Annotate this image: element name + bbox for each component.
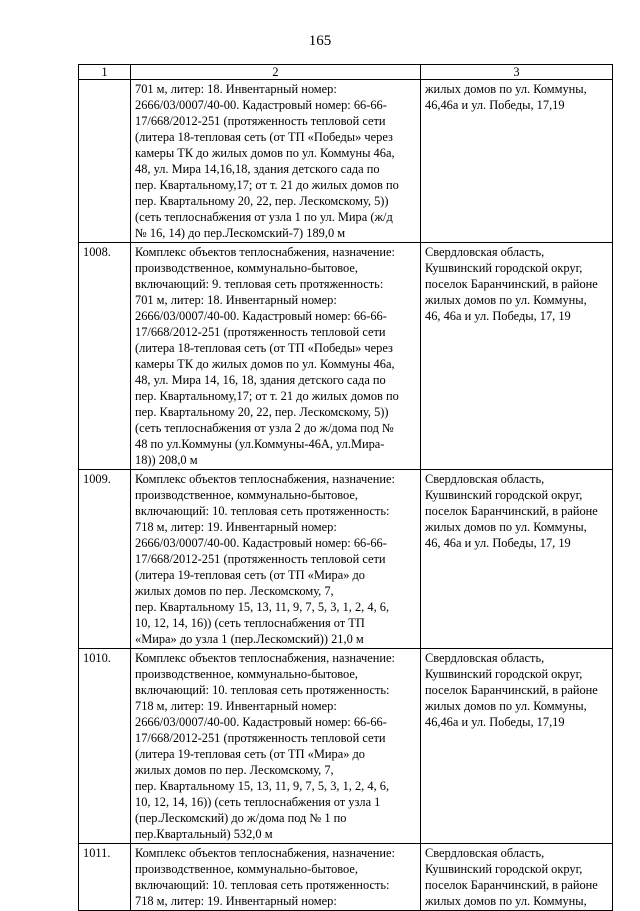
column-header: 1 [79, 65, 131, 80]
column-header: 2 [131, 65, 421, 80]
row-number: 1009. [79, 470, 131, 649]
row-number: 1008. [79, 243, 131, 470]
object-location: Свердловская область, Кушвинский городской округ, поселок Баранчинский, в районе жилых домов по ул. Коммуны, 46, 46а и ул. Победы, 17, 19 [421, 470, 613, 649]
object-description: Комплекс объектов теплоснабжения, назначение: производственное, коммунально-бытовое, включающий: 10. тепловая сеть протяженность: 718 м, литер: 19. Инвентарный номер: [131, 844, 421, 911]
table-row [79, 470, 613, 649]
table-row [79, 243, 613, 470]
object-description: Комплекс объектов теплоснабжения, назначение: производственное, коммунально-бытовое, включающий: 9. тепловая сеть протяженность: 701 м, литер: 18. Инвентарный номер: 2666/03/0007/40-00. Кадастровый номер: 66-66- 17/668/2012-251 (протяженность тепловой сети (литера 18-тепловая сеть (от ТП «Победы» через камеры ТК до жилых домов по ул. Коммуны 46а, 48, ул. Мира 14, 16, 18, здания детского сада по пер. Квартальному,17; от т. 21 до жилых домов по пер. Квартальному 20, 22, пер. Лескомскому, 5)) (сеть теплоснабжения от узла 2 до ж/дома под № 48 по ул.Коммуны (ул.Коммуны-46А, ул.Мира- 18)) 208,0 м [131, 243, 421, 470]
object-description: Комплекс объектов теплоснабжения, назначение: производственное, коммунально-бытовое, включающий: 10. тепловая сеть протяженность: 718 м, литер: 19. Инвентарный номер: 2666/03/0007/40-00. Кадастровый номер: 66-66- 17/668/2012-251 (протяженность тепловой сети (литера 19-тепловая сеть (от ТП «Мира» до жилых домов по пер. Лескомскому, 7, пер. Квартальному 15, 13, 11, 9, 7, 5, 3, 1, 2, 4, 6, 10, 12, 14, 16)) (сеть теплоснабжения от ТП «Мира» до узла 1 (пер.Лескомский)) 21,0 м [131, 470, 421, 649]
row-number: 1011. [79, 844, 131, 911]
row-number [79, 80, 131, 243]
object-location: жилых домов по ул. Коммуны, 46,46а и ул. Победы, 17,19 [421, 80, 613, 243]
object-location: Свердловская область, Кушвинский городской округ, поселок Баранчинский, в районе жилых домов по ул. Коммуны, [421, 844, 613, 911]
page-number: 165 [308, 33, 332, 49]
object-location: Свердловская область, Кушвинский городской округ, поселок Баранчинский, в районе жилых домов по ул. Коммуны, 46,46а и ул. Победы, 17,19 [421, 649, 613, 844]
object-location: Свердловская область, Кушвинский городской округ, поселок Баранчинский, в районе жилых домов по ул. Коммуны, 46, 46а и ул. Победы, 17, 19 [421, 243, 613, 470]
table-row [79, 844, 613, 911]
object-description: Комплекс объектов теплоснабжения, назначение: производственное, коммунально-бытовое, включающий: 10. тепловая сеть протяженность: 718 м, литер: 19. Инвентарный номер: 2666/03/0007/40-00. Кадастровый номер: 66-66- 17/668/2012-251 (протяженность тепловой сети (литера 19-тепловая сеть (от ТП «Мира» до жилых домов по пер. Лескомскому, 7, пер. Квартальному 15, 13, 11, 9, 7, 5, 3, 1, 2, 4, 6, 10, 12, 14, 16)) (сеть теплоснабжения от узла 1 (пер.Лескомский) до ж/дома под № 1 по пер.Квартальный) 532,0 м [131, 649, 421, 844]
table-row [79, 649, 613, 844]
object-description: 701 м, литер: 18. Инвентарный номер: 2666/03/0007/40-00. Кадастровый номер: 66-66- 17/668/2012-251 (протяженность тепловой сети (литера 18-тепловая сеть (от ТП «Победы» через камеры ТК до жилых домов по ул. Коммуны 46а, 48, ул. Мира 14,16,18, здания детского сада по пер. Квартальному,17; от т. 21 до жилых домов по пер. Квартальному 20, 22, пер. Лескомскому, 5)) (сеть теплоснабжения от узла 1 по ул. Мира (ж/д № 16, 14) до пер.Лескомский-7) 189,0 м [131, 80, 421, 243]
table-header-row [79, 65, 613, 80]
row-number: 1010. [79, 649, 131, 844]
column-header: 3 [421, 65, 613, 80]
registry-table [78, 64, 613, 911]
table-row [79, 80, 613, 243]
